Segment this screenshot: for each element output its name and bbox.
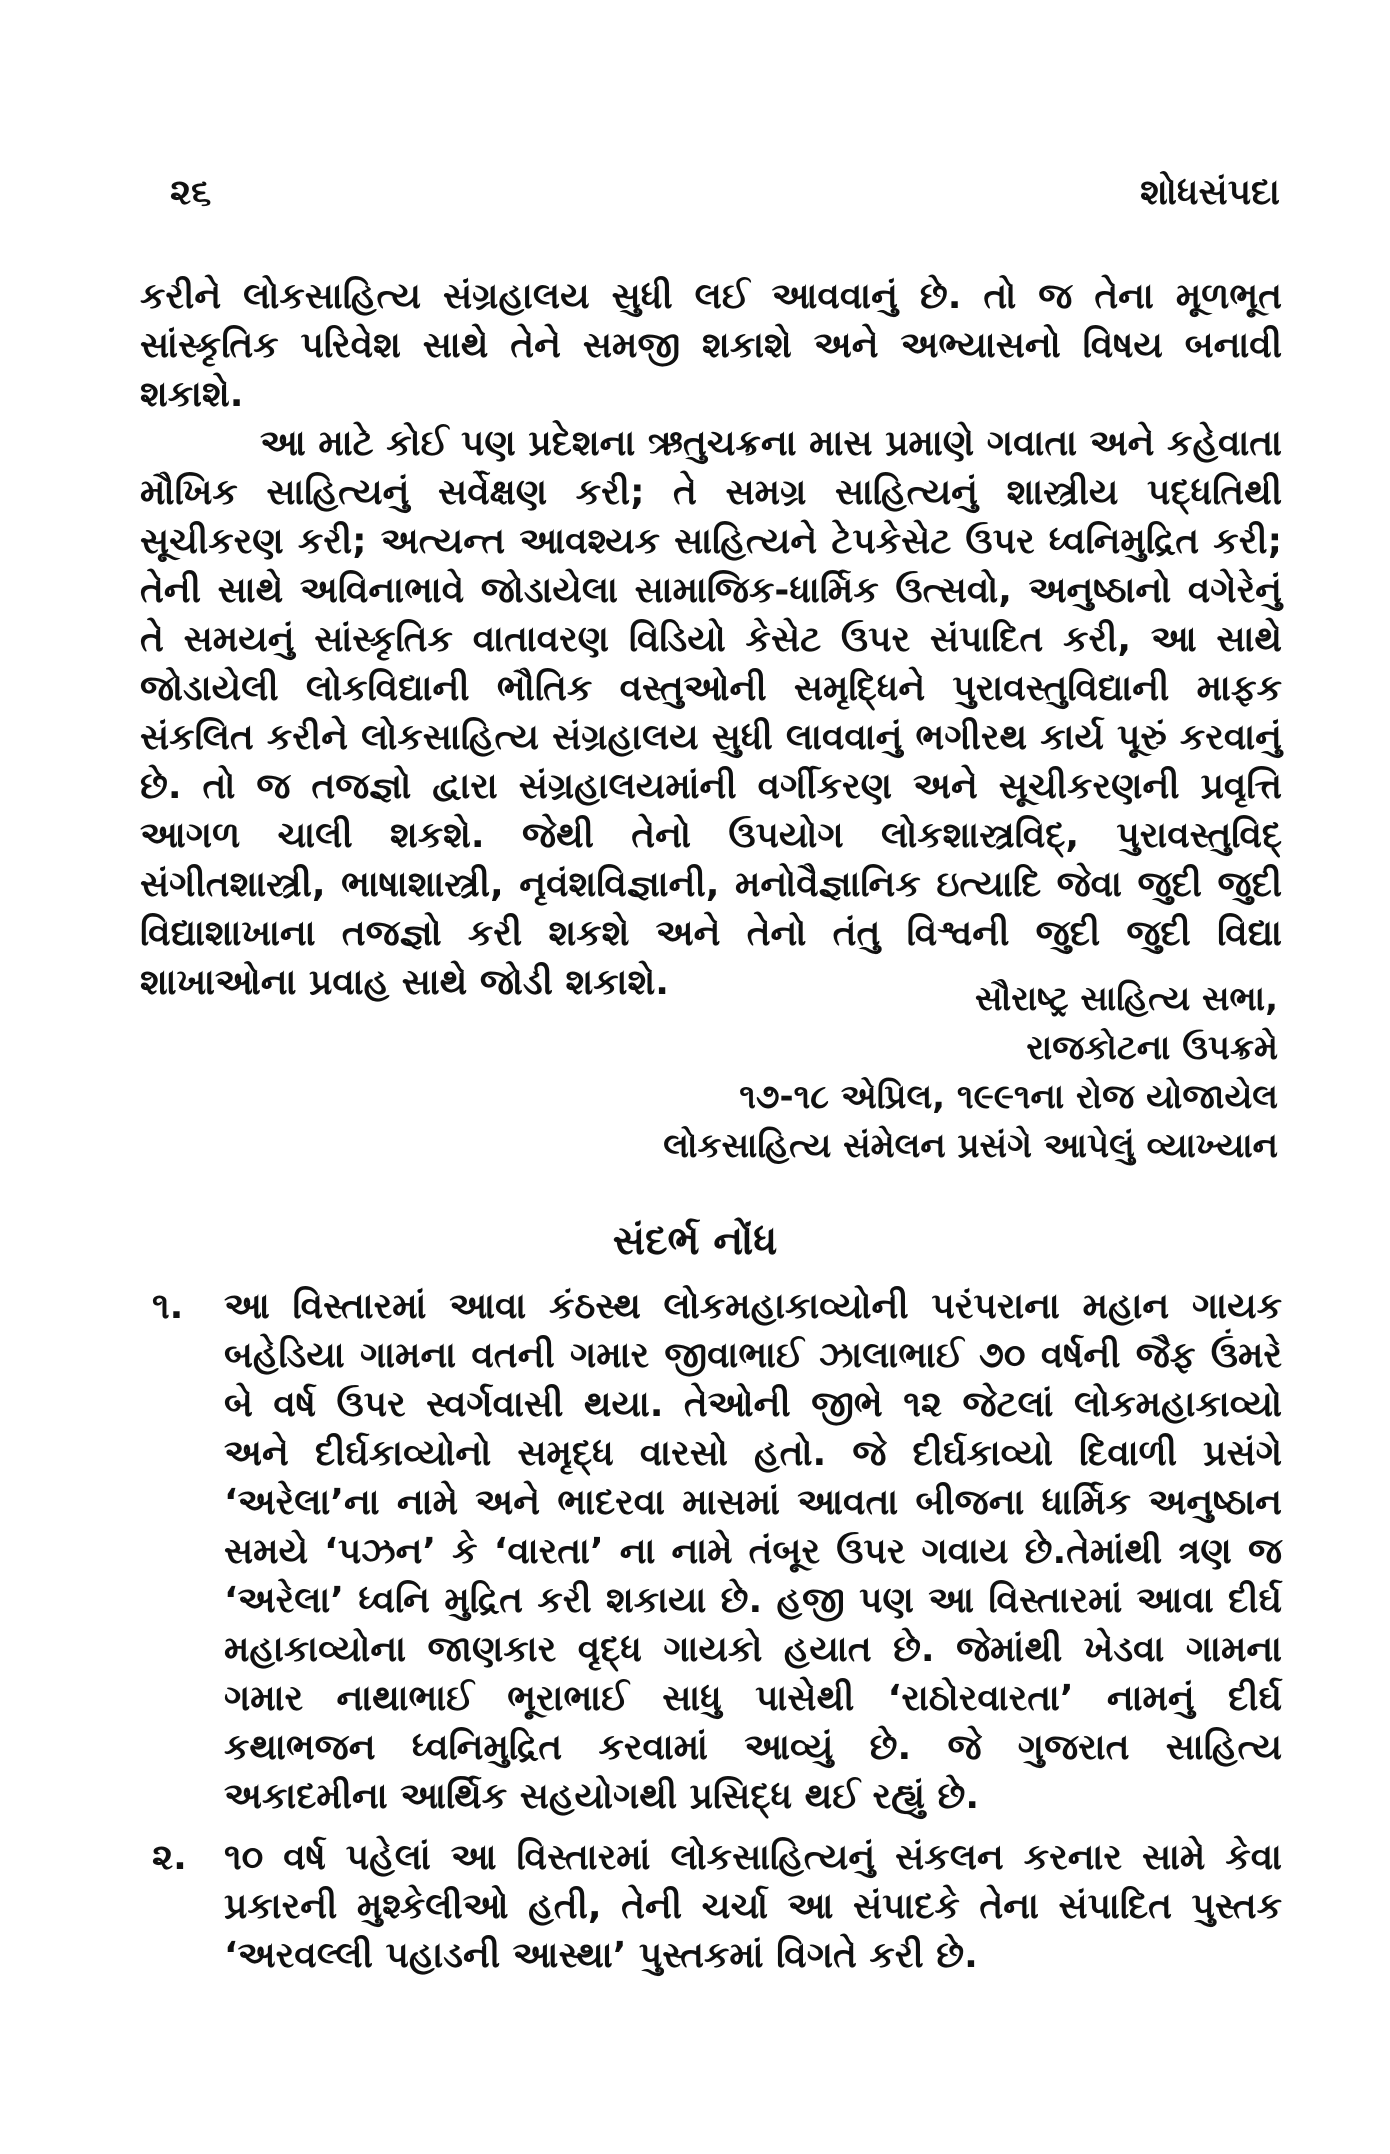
note-text: ૧૦ વર્ષ પહેલાં આ વિસ્તારમાં લોકસાહિત્યનું સંકલન કરનાર સામે કેવા પ્રકારની મુશ્કેલીઓ હતી, તેની ચર્ચા આ સંપાદકે તેના સંપાદિત પુસ્તક ‘અરવલ્લી પહાડની આસ્થા’ પુસ્તકમાં વિગતે કરી છે.	[224, 1837, 1282, 1976]
attribution-line: ૧૭-૧૮ એપ્રિલ, ૧૯૯૧ના રોજ યોજાયેલ	[739, 1077, 1278, 1117]
page-number: ૨૬	[170, 172, 212, 213]
note-number: ૧.	[152, 1286, 184, 1327]
page-header	[170, 172, 1280, 232]
paragraph: આ માટે કોઈ પણ પ્રદેશના ઋતુચક્રના માસ પ્રમાણે ગવાતા અને કહેવાતા મૌખિક સાહિત્યનું સર્વેક્ષણ કરી; તે સમગ્ર સાહિત્યનું શાસ્ત્રીય પદ્ધતિથી સૂચીકરણ કરી; અત્યન્ત આવશ્યક સાહિત્યને ટેપકેસેટ ઉપર ધ્વનિમુદ્રિત કરી; તેની સાથે અવિનાભાવે જોડાયેલા સામાજિક-ધાર્મિક ઉત્સવો, અનુષ્ઠાનો વગેરેનું તે સમયનું સાંસ્કૃતિક વાતાવરણ વિડિયો કેસેટ ઉપર સંપાદિત કરી, આ સાથે જોડાયેલી લોકવિદ્યાની ભૌતિક વસ્તુઓની સમૃદ્ધિને પુરાવસ્તુવિદ્યાની માફક સંકલિત કરીને લોકસાહિત્ય સંગ્રહાલય સુધી લાવવાનું ભગીરથ કાર્ય પૂરું કરવાનું છે. તો જ તજજ્ઞો દ્વારા સંગ્રહાલયમાંની વર્ગીકરણ અને સૂચીકરણની પ્રવૃત્તિ આગળ ચાલી શકશે. જેથી તેનો ઉપયોગ લોકશાસ્ત્રવિદ્, પુરાવસ્તુવિદ્ સંગીતશાસ્ત્રી, ભાષાશાસ્ત્રી, નૃવંશવિજ્ઞાની, મનોવૈજ્ઞાનિક ઇત્યાદિ જેવા જુદી જુદી વિદ્યાશાખાના તજજ્ઞો કરી શકશે અને તેનો તંતુ વિશ્વની જુદી જુદી વિદ્યા શાખાઓના પ્રવાહ સાથે જોડી શકાશે.	[140, 423, 1282, 1003]
paragraph: કરીને લોકસાહિત્ય સંગ્રહાલય સુધી લઈ આવવાનું છે. તો જ તેના મૂળભૂત સાંસ્કૃતિક પરિવેશ સાથે તેને સમજી શકાશે અને અભ્યાસનો વિષય બનાવી શકાશે.	[140, 276, 1282, 415]
reference-notes	[140, 1282, 1282, 1992]
note-number: ૨.	[152, 1837, 187, 1878]
attribution-line: સૌરાષ્ટ્ર સાહિત્ય સભા,	[975, 979, 1278, 1019]
attribution-line: રાજકોટના ઉપક્રમે	[1026, 1028, 1278, 1068]
note-text: આ વિસ્તારમાં આવા કંઠસ્થ લોકમહાકાવ્યોની પરંપરાના મહાન ગાયક બહેડિયા ગામના વતની ગમાર જીવાભાઈ ઝાલાભાઈ ૭૦ વર્ષની જૈફ ઉંમરે બે વર્ષ ઉપર સ્વર્ગવાસી થયા. તેઓની જીભે ૧૨ જેટલાં લોકમહાકાવ્યો અને દીર્ઘકાવ્યોનો સમૃદ્ધ વારસો હતો. જે દીર્ઘકાવ્યો દિવાળી પ્રસંગે ‘અરેલા’ના નામે અને ભાદરવા માસમાં આવતા બીજના ધાર્મિક અનુષ્ઠાન સમયે ‘પઝન’ કે ‘વારતા’ ના નામે તંબૂર ઉપર ગવાય છે.તેમાંથી ત્રણ જ ‘અરેલા’ ધ્વનિ મુદ્રિત કરી શકાયા છે. હજી પણ આ વિસ્તારમાં આવા દીર્ઘ મહાકાવ્યોના જાણકાર વૃદ્ધ ગાયકો હયાત છે. જેમાંથી ખેડવા ગામના ગમાર નાથાભાઈ ભૂરાભાઈ સાધુ પાસેથી ‘રાઠોરવારતા’ નામનું દીર્ઘ કથાભજન ધ્વનિમુદ્રિત કરવામાં આવ્યું છે. જે ગુજરાત સાહિત્ય અકાદમીના આર્થિક સહયોગથી પ્રસિદ્ધ થઈ રહ્યું છે.	[224, 1286, 1282, 1817]
note-item	[140, 1833, 1282, 1980]
running-title: શોધસંપદા	[1140, 172, 1280, 213]
note-item	[140, 1282, 1282, 1821]
notes-heading: સંદર્ભ નોંધ	[612, 1218, 778, 1264]
lecture-attribution	[663, 975, 1278, 1171]
body-text	[140, 272, 1282, 1007]
attribution-line: લોકસાહિત્ય સંમેલન પ્રસંગે આપેલું વ્યાખ્યાન	[663, 1126, 1278, 1166]
